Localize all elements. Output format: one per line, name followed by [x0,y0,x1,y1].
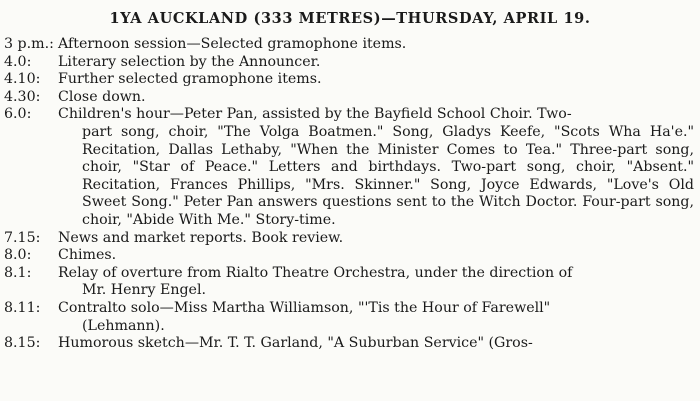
programme-description [58,71,694,89]
programme-description [58,335,694,353]
programme-time: 4.0: [4,53,32,70]
programme-time: 8.15: [4,335,41,352]
programme-item [4,300,694,335]
programme-time: 3 p.m.: [4,36,54,52]
programme-item [4,335,694,353]
programme-continuation: Mr. Henry Engel. [82,282,207,299]
station-heading: 1YA AUCKLAND (333 METRES)—THURSDAY, APRIL 19. [109,10,591,27]
programme-item [4,230,694,248]
programme-list [4,36,694,353]
programme-item [4,54,694,72]
programme-description [58,54,694,72]
programme-time: 4.30: [4,88,41,105]
programme-description [58,247,694,265]
programme-time: 6.0: [4,106,32,123]
programme-description [58,36,694,54]
programme-first-line: Children's hour—Peter Pan, assisted by the Bayfield School Choir. Two- [58,106,572,123]
programme-time: 8.1: [4,264,32,281]
programme-first-line: Afternoon session—Selected gramophone items. [58,36,407,52]
programme-first-line: Further selected gramophone items. [58,71,322,88]
programme-first-line: Close down. [58,88,146,105]
programme-item [4,89,694,107]
programme-first-line: Humorous sketch—Mr. T. T. Garland, "A Suburban Service" (Gros- [58,335,533,352]
programme-continuation: (Lehmann). [82,317,165,334]
programme-time: 8.11: [4,299,41,316]
programme-item [4,265,694,300]
programme-first-line: Contralto solo—Miss Martha Williamson, "'Tis the Hour of Farewell" [58,299,551,316]
programme-item [4,106,694,229]
programme-time: 8.0: [4,247,32,264]
programme-description [58,300,694,335]
programme-description [58,89,694,107]
programme-description [58,265,694,300]
programme-description [58,106,694,229]
programme-continuation: part song, choir, "The Volga Boatmen." Song, Gladys Keefe, "Scots Wha Ha'e." Recitation, Dallas Lethaby, "When the Minister Comes to Tea." Three-part song, choir, "Star of Peace." Letters and birthdays. Two-part song, choir, "Absent." Recitation, Frances Phillips, "Mrs. Skinner." Song, Joyce Edwards, "Love's Old Sweet Song." Peter Pan answers questions sent to the Witch Doctor. Four-part song, choir, "Abide With Me." Story-time. [82,123,694,228]
programme-item [4,71,694,89]
programme-item [4,247,694,265]
programme-first-line: News and market reports. Book review. [58,229,344,246]
programme-first-line: Literary selection by the Announcer. [58,53,321,70]
programme-first-line: Relay of overture from Rialto Theatre Orchestra, under the direction of [58,264,573,281]
programme-time: 7.15: [4,229,41,246]
programme-description [58,230,694,248]
programme-time: 4.10: [4,71,41,88]
programme-first-line: Chimes. [58,247,117,264]
programme-item [4,36,694,54]
